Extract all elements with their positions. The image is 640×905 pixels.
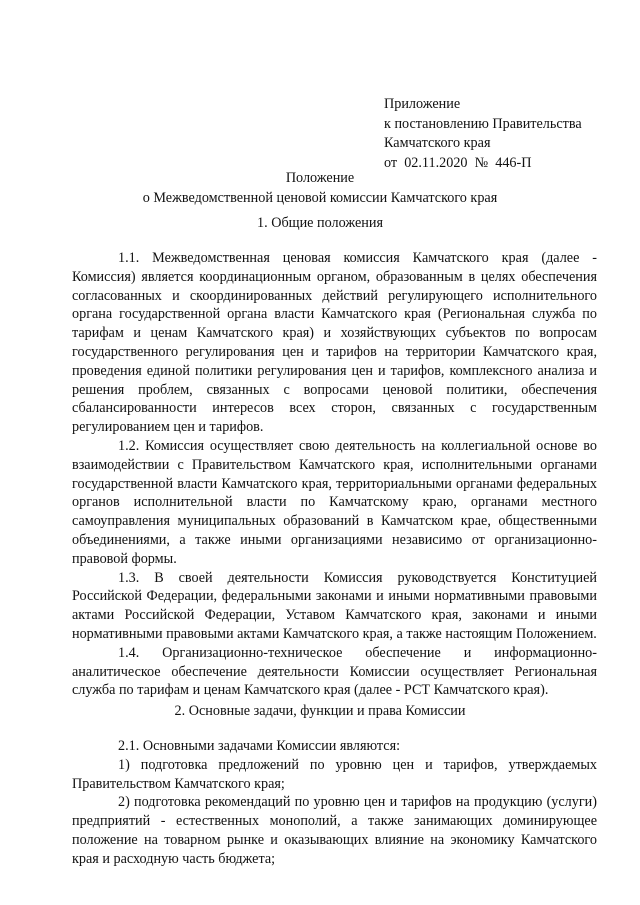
paragraph-2-1-2: 2) подготовка рекомендаций по уровню цен и тарифов на продукцию (услуги) предприятий - естественных монополий, а также занимающих доминирующее положение на товарном рынке и оказывающих влияние на экономику Камчатского края и расходную часть бюджета; — [72, 794, 597, 867]
appendix-line-3: Камчатского края — [384, 135, 491, 151]
paragraph-2-1-1: 1) подготовка предложений по уровню цен и тарифов, утверждаемых Правительством Камчатского края; — [72, 756, 597, 792]
section-1-heading: 1. Общие положения — [257, 215, 383, 231]
paragraph-2-1: 2.1. Основными задачами Комиссии являются: — [118, 738, 401, 754]
paragraph-1-3: 1.3. В своей деятельности Комиссия руководствуется Конституцией Российской Федерации, федеральными законами и иными нормативными правовыми актами Российской Федерации, Уставом Камчатского края, законами и иными нормативными правовыми актами Камчатского края, а также настоящим Положением. — [72, 569, 597, 642]
title-line-2: о Межведомственной ценовой комиссии Камчатского края — [142, 189, 498, 206]
appendix-line-2: к постановлению Правительства — [384, 115, 582, 132]
appendix-line-4: от 02.11.2020 № 446-П — [384, 154, 532, 171]
appendix-block — [384, 95, 582, 173]
paragraph-1-1: 1.1. Межведомственная ценовая комиссия Камчатского края (далее - Комиссия) является координационным органом, образованным в целях обеспечения согласованных и скоординированных действий регулирующего исполнительного органа государственной органа власти Камчатского края (Региональная служба по тарифам и ценам Камчатского края) и хозяйствующих субъектов по вопросам государственного регулирования цен и тарифов на территории Камчатского края, проведения единой политики регулирования цен и тарифов, комплексного анализа и решения проблем, связанных с вопросами ценовой политики, обеспечения сбалансированности интересов всех сторон, связанных с государственным регулированием цен и тарифов. — [72, 250, 597, 436]
document-title — [60, 169, 580, 208]
section-2-body — [72, 737, 597, 869]
paragraph-1-4: 1.4. Организационно-техническое обеспечение и информационно-аналитическое обеспечение деятельности Комиссии осуществляет Региональная служба по тарифам и ценам Камчатского края (далее - РСТ Камчатского края). — [72, 644, 597, 699]
section-2-heading: 2. Основные задачи, функции и права Комиссии — [174, 703, 466, 719]
paragraph-1-2: 1.2. Комиссия осуществляет свою деятельность на коллегиальной основе во взаимодействии с Правительством Камчатского края, исполнительными органами государственной власти Камчатского края, территориальными органами федеральных органов исполнительной власти по Камчатскому краю, органами местного самоуправления муниципальных образований в Камчатском крае, общественными объединениями, а также иными организациями независимо от организационно-правовой формы. — [72, 437, 597, 567]
title-line-1: Положение — [285, 170, 355, 186]
section-1-body — [72, 249, 597, 700]
appendix-line-1: Приложение — [384, 96, 461, 112]
